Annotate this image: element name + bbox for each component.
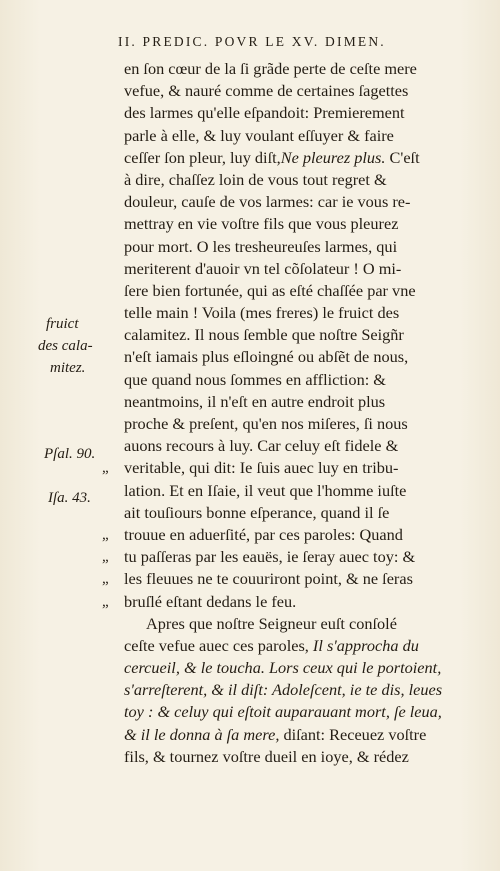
paragraph-start: Apres que noſtre Seigneur euſt conſolé: [146, 613, 397, 633]
text-fragment: C'eſt: [385, 147, 420, 167]
text-line: fils, & tournez voſtre dueil en ioye, & rédez: [124, 746, 409, 766]
quoted-line: [102, 591, 482, 613]
italic-line: toy : & celuy qui eſtoit auparauant mort, ſe leua,: [124, 702, 442, 722]
text-fragment: ceſte vefue auec ces paroles,: [124, 635, 309, 655]
text-line: n'eſt iamais plus eſloingné ou abſẽt de nous,: [124, 347, 409, 367]
text-fragment: les fleuues ne te couuriront point, & ne ſeras: [124, 569, 413, 589]
italic-line: cercueil, & le toucha. Lors ceux qui le portoient,: [124, 658, 442, 678]
text-line: mettray en vie voſtre fils que vous pleurez: [124, 214, 399, 234]
text-line: vefue, & nauré comme de certaines ſagettes: [124, 81, 409, 101]
quote-mark: „: [102, 460, 109, 477]
text-fragment: veritable, qui dit: Ie ſuis auec luy en tribu-: [124, 458, 399, 478]
text-line: telle main ! Voila (mes freres) le fruict des: [124, 303, 400, 323]
margin-note-mitez: mitez.: [50, 360, 86, 376]
text-line: [124, 724, 482, 746]
text-line: [124, 147, 482, 169]
quoted-line: [102, 457, 482, 479]
text-fragment: ceſſer ſon pleur, luy diſt,: [124, 147, 281, 167]
text-line: que quand nous ſommes en affliction: &: [124, 369, 386, 389]
text-line: [124, 635, 482, 657]
italic-line: s'arreſterent, & il diſt: Adoleſcent, ie te dis, leues: [124, 680, 443, 700]
margin-note-psal: Pſal. 90.: [44, 446, 96, 462]
quote-mark: „: [102, 593, 109, 610]
text-fragment: tu paſſeras par les eauës, ie ſeray auec toy: &: [124, 547, 416, 567]
text-line: parle à elle, & luy voulant eſſuyer & faire: [124, 125, 394, 145]
margin-note-des-cala: des cala-: [38, 338, 93, 354]
text-line: lation. Et en Iſaie, il veut que l'homme iuſte: [124, 480, 407, 500]
text-line: neantmoins, il n'eſt en autre endroit plus: [124, 391, 386, 411]
text-line: proche & preſent, qu'en nos miſeres, ſi nous: [124, 414, 408, 433]
quote-ne-pleurez: Ne pleurez plus.: [280, 147, 386, 167]
text-line: douleur, cauſe de vos larmes: car ie vous re-: [124, 192, 411, 212]
text-line: auons recours à luy. Car celuy eſt fidele &: [124, 436, 399, 456]
margin-note-isa: Iſa. 43.: [48, 490, 91, 506]
text-line: pour mort. O les tresheureuſes larmes, qui: [124, 236, 398, 256]
text-line: à dire, chaſſez loin de vous tout regret &: [124, 169, 387, 189]
quote-mark: „: [102, 549, 109, 566]
text-line: meriterent d'auoir vn tel cõſolateur ! O mi-: [124, 258, 402, 278]
body-text: [102, 58, 482, 768]
text-fragment: diſant: Receuez voſtre: [279, 724, 427, 744]
text-fragment: bruſlé eſtant dedans le feu.: [124, 591, 297, 611]
quote-mark: „: [102, 571, 109, 588]
text-fragment: trouue en aduerſité, par ces paroles: Quand: [124, 524, 403, 544]
quote-mark: „: [102, 526, 109, 543]
running-header: II. PREDIC. POVR LE XV. DIMEN.: [118, 34, 386, 49]
quoted-line: [102, 546, 482, 568]
italic-fragment: Il s'approcha du: [308, 635, 419, 655]
quoted-line: [102, 524, 482, 546]
text-line: calamitez. Il nous ſemble que noſtre Seigñr: [124, 325, 404, 345]
text-line: des larmes qu'elle eſpandoit: Premierement: [124, 103, 405, 123]
text-line: ait touſiours bonne eſperance, quand il ſe: [124, 502, 390, 522]
margin-note-fruict: fruict: [46, 316, 79, 332]
text-line: ſere bien fortunée, qui as eſté chaſſée par vne: [124, 280, 416, 300]
italic-fragment: & il le donna à ſa mere,: [124, 724, 280, 744]
quoted-line: [102, 568, 482, 590]
text-line: en ſon cœur de la ſi grãde perte de ceſte mere: [124, 59, 417, 78]
